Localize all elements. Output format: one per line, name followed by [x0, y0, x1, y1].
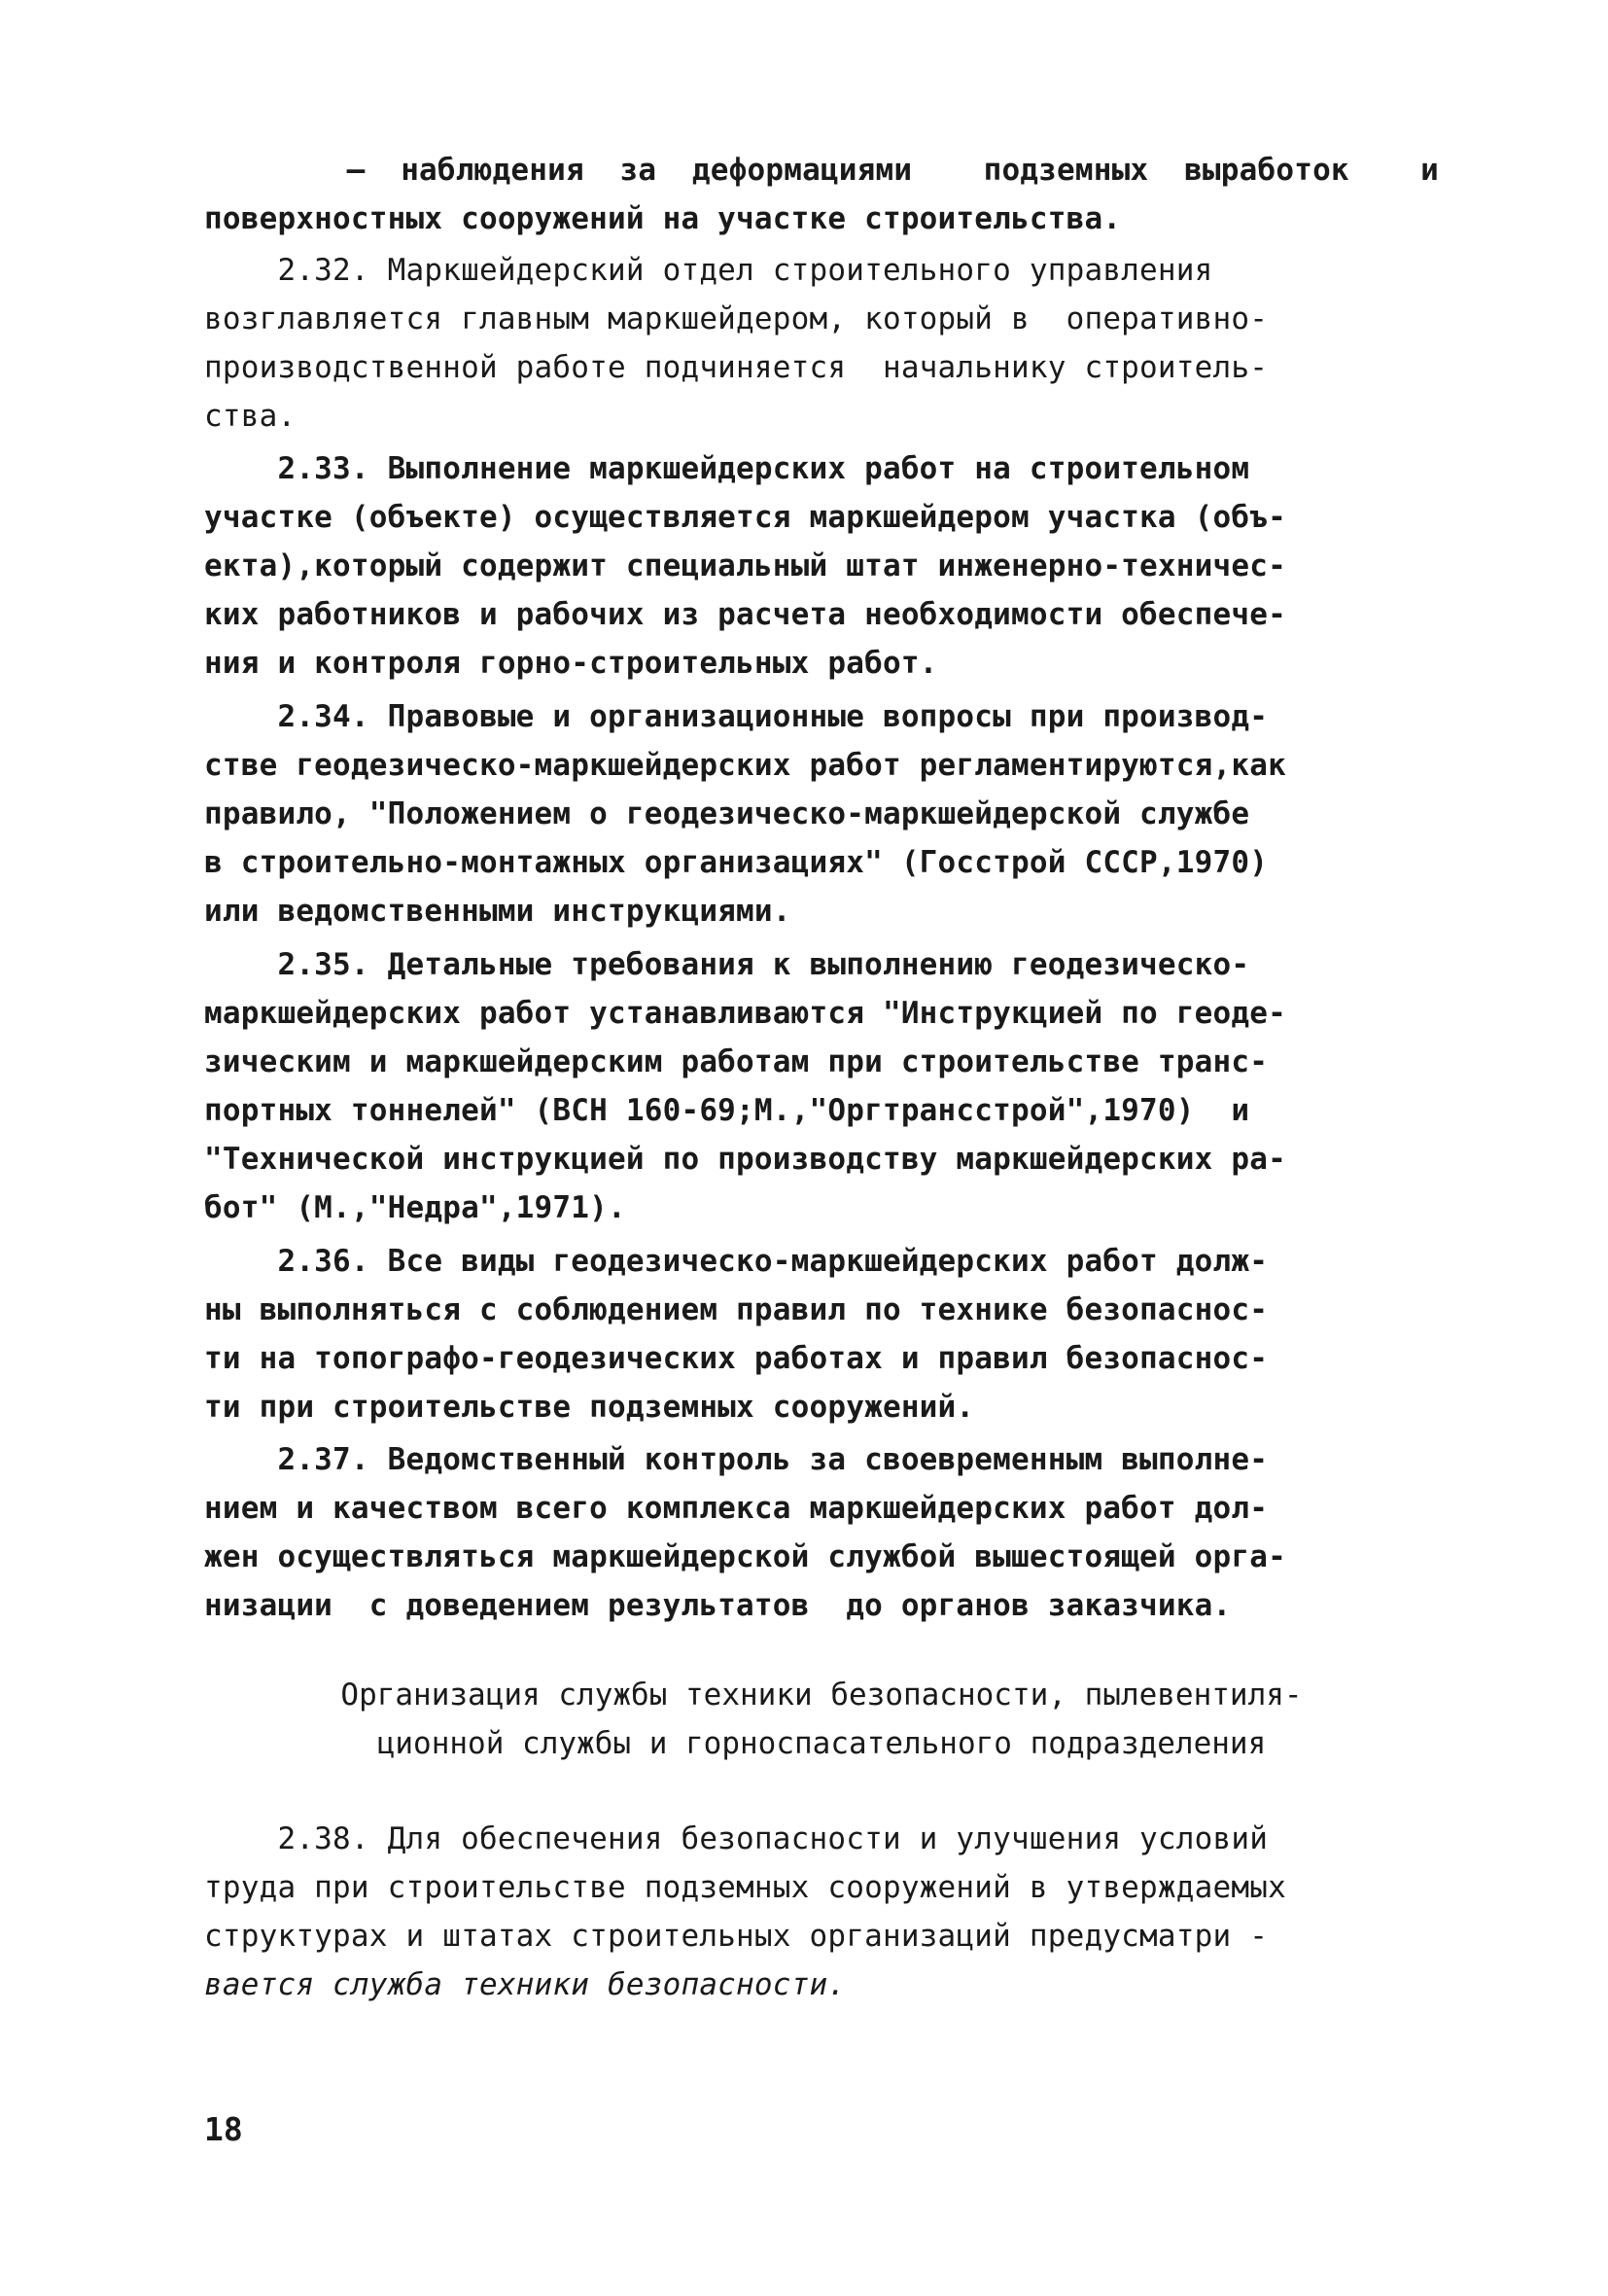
text-line: ства.: [204, 399, 297, 434]
text-line: поверхностных сооружений на участке строительства.: [204, 201, 1122, 236]
text-line: маркшейдерских работ устанавливаются "Инструкцией по геоде-: [204, 996, 1286, 1031]
text-line: 2.35. Детальные требования к выполнению геодезическо-: [204, 947, 1250, 982]
text-line: ны выполняться с соблюдением правил по технике безопаснос-: [204, 1292, 1269, 1327]
text-line: низации с доведением результатов до органов заказчика.: [204, 1588, 1232, 1623]
page-number: 18: [204, 2110, 243, 2148]
text-line: структурах и штатах строительных организаций предусматри -: [204, 1919, 1269, 1954]
text-line: 2.36. Все виды геодезическо-маркшейдерских работ долж-: [204, 1244, 1269, 1279]
section-heading-line: Организация службы техники безопасности, пылевентиля-: [340, 1678, 1303, 1713]
section-heading-line: ционной службы и горноспасательного подразделения: [376, 1726, 1267, 1761]
text-line: 2.34. Правовые и организационные вопросы при производ-: [204, 699, 1269, 734]
text-line: ти на топографо-геодезических работах и правил безопаснос-: [204, 1341, 1269, 1376]
text-line: "Технической инструкцией по производству маркшейдерских ра-: [204, 1142, 1286, 1177]
text-line: бот" (М.,"Недра",1971).: [204, 1190, 626, 1225]
text-line: или ведомственными инструкциями.: [204, 894, 791, 929]
text-line: 2.32. Маркшейдерский отдел строительного управления: [204, 253, 1213, 288]
text-line: стве геодезическо-маркшейдерских работ регламентируются,как: [204, 748, 1286, 783]
text-line: правило, "Положением о геодезическо-маркшейдерской службе: [204, 796, 1250, 831]
text-line: ких работников и рабочих из расчета необходимости обеспече-: [204, 597, 1286, 632]
text-line: екта),который содержит специальный штат инженерно-техничес-: [204, 548, 1286, 583]
text-line: участке (объекте) осуществляется маркшейдером участка (объ-: [204, 500, 1286, 535]
text-line: производственной работе подчиняется начальнику строитель-: [204, 350, 1269, 385]
text-line: – наблюдения за деформациями подземных выработок и: [204, 153, 1439, 188]
text-line: ния и контроля горно-строительных работ.: [204, 646, 938, 681]
text-line: 2.33. Выполнение маркшейдерских работ на строительном: [204, 451, 1250, 486]
text-line: ти при строительстве подземных сооружений.: [204, 1390, 975, 1425]
text-line: 2.38. Для обеспечения безопасности и улучшения условий: [204, 1821, 1269, 1856]
text-line: вается служба техники безопасности.: [204, 1967, 847, 2002]
text-line: зическим и маркшейдерским работам при строительстве транс-: [204, 1044, 1269, 1079]
text-line: нием и качеством всего комплекса маркшейдерских работ дол-: [204, 1491, 1269, 1526]
text-line: 2.37. Ведомственный контроль за своевременным выполне-: [204, 1442, 1269, 1477]
text-line: жен осуществляться маркшейдерской службой вышестоящей орга-: [204, 1539, 1286, 1574]
text-line: труда при строительстве подземных сооружений в утверждаемых: [204, 1870, 1286, 1905]
text-line: в строительно-монтажных организациях" (Госстрой СССР,1970): [204, 845, 1269, 880]
text-line: возглавляется главным маркшейдером, который в оперативно-: [204, 301, 1269, 336]
text-line: портных тоннелей" (ВСН 160-69;М.,"Оргтрансстрой",1970) и: [204, 1093, 1250, 1128]
